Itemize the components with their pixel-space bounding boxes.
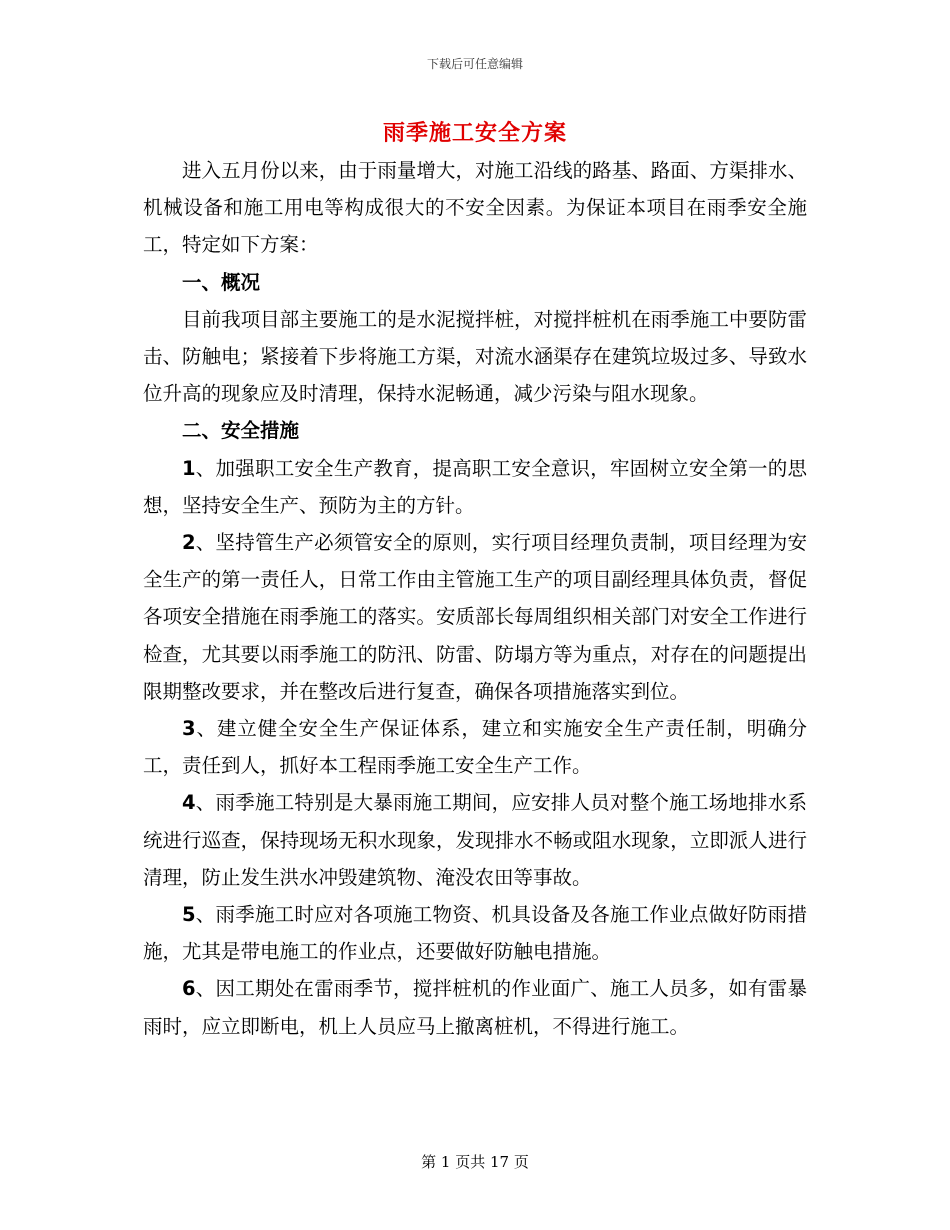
measure-item-text: 、雨季施工特别是大暴雨施工期间，应安排人员对整个施工场地排水系统进行巡查，保持现场无积水现象，发现排水不畅或阻水现象，立即派人进行清理，防止发生洪水冲毁建筑物、淹没农田等事故。 xyxy=(143,791,807,889)
section-heading-safety-measures: 二、安全措施 xyxy=(182,419,300,443)
overview-paragraph: 目前我项目部主要施工的是水泥搅拌桩，对搅拌桩机在雨季施工中要防雷击、防触电；紧接着下步将施工方渠，对流水涵渠存在建筑垃圾过多、导致水位升高的现象应及时清理，保持水泥畅通，减少污染与阻水现象。 xyxy=(143,307,807,406)
page-footer: 第 1 页共 17 页 xyxy=(421,1153,529,1171)
measure-item-number: 1 xyxy=(182,456,196,480)
measure-item-number: 5 xyxy=(182,903,196,927)
measure-item xyxy=(143,784,807,896)
measure-item xyxy=(143,710,807,784)
measure-item-text: 、坚持管生产必须管安全的原则，实行项目经理负责制，项目经理为安全生产的第一责任人，日常工作由主管施工生产的项目副经理具体负责，督促各项安全措施在雨季施工的落实。安质部长每周组织相关部门对安全工作进行检查，尤其要以雨季施工的防汛、防雷、防塌方等为重点，对存在的问题提出限期整改要求，并在整改后进行复查，确保各项措施落实到位。 xyxy=(143,531,807,703)
measure-item-text: 、因工期处在雷雨季节，搅拌桩机的作业面广、施工人员多，如有雷暴雨时，应立即断电，机上人员应马上撤离桩机，不得进行施工。 xyxy=(143,977,807,1038)
measure-item xyxy=(143,970,807,1044)
measure-item-number: 2 xyxy=(182,531,196,555)
header-note: 下载后可任意编辑 xyxy=(426,57,523,71)
document-title: 雨季施工安全方案 xyxy=(382,120,567,146)
measure-item-number: 3 xyxy=(182,717,196,741)
measure-item-number: 6 xyxy=(182,977,196,1001)
measure-item xyxy=(143,524,807,710)
measure-item-text: 、雨季施工时应对各项施工物资、机具设备及各施工作业点做好防雨措施，尤其是带电施工的作业点，还要做好防触电措施。 xyxy=(143,903,807,964)
measure-item xyxy=(143,450,807,524)
measure-item xyxy=(143,896,807,970)
document-body xyxy=(143,152,807,1045)
measure-item-text: 、建立健全安全生产保证体系，建立和实施安全生产责任制，明确分工，责任到人，抓好本工程雨季施工安全生产工作。 xyxy=(143,717,807,778)
section-heading-overview: 一、概况 xyxy=(182,270,261,294)
measure-item-number: 4 xyxy=(182,791,196,815)
measure-item-text: 、加强职工安全生产教育，提高职工安全意识，牢固树立安全第一的思想，坚持安全生产、预防为主的方针。 xyxy=(143,456,807,517)
intro-paragraph: 进入五月份以来，由于雨量增大，对施工沿线的路基、路面、方渠排水、机械设备和施工用电等构成很大的不安全因素。为保证本项目在雨季安全施工，特定如下方案： xyxy=(143,159,807,257)
